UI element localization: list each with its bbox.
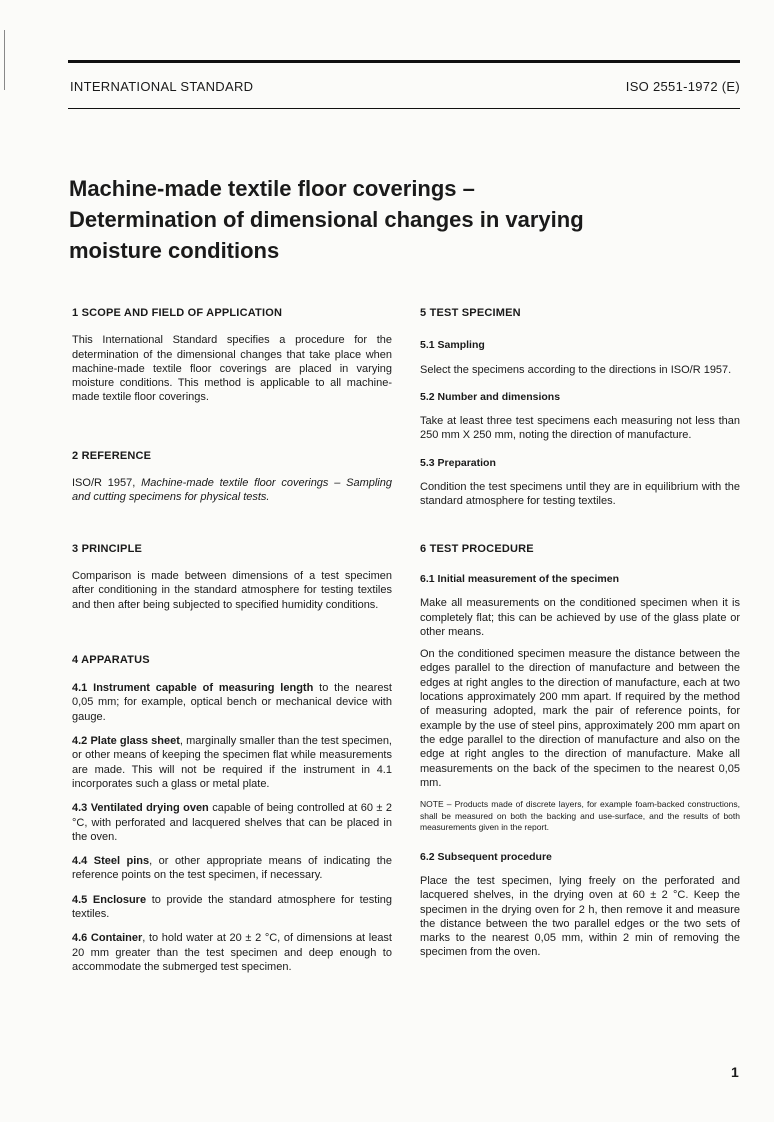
title-line-1: Machine-made textile floor coverings –	[69, 176, 475, 201]
section-4-4-term: 4.4 Steel pins	[72, 855, 150, 868]
section-1-heading: 1 SCOPE AND FIELD OF APPLICATION	[72, 307, 283, 319]
section-4-3-term: 4.3 Ventilated drying oven	[72, 802, 209, 815]
title-line-2: Determination of dimensional changes in varying	[69, 207, 584, 232]
section-3-heading: 3 PRINCIPLE	[72, 542, 143, 555]
section-5-heading: 5 TEST SPECIMEN	[420, 307, 521, 319]
section-5-3-body: Condition the test specimens until they are in equilibrium with the standard atmosphere for testing textiles.	[420, 481, 740, 508]
section-6-1-body-1: Make all measurements on the conditioned specimen when it is completely flat; this can be achieved by use of the glass plate or other means.	[420, 597, 740, 638]
section-2-body	[72, 476, 392, 505]
scan-edge-mark	[4, 30, 5, 90]
section-6-1-note: NOTE – Products made of discrete layers, for example foam-backed constructions, shall be measured on both the backing and use-surface, and the results of both measurements given in the report.	[420, 799, 740, 833]
section-5-1-heading: 5.1 Sampling	[420, 339, 485, 352]
header-rule-bottom	[68, 108, 740, 109]
left-column	[72, 306, 392, 974]
section-5-2-heading: 5.2 Number and dimensions	[420, 390, 561, 403]
right-column	[420, 306, 740, 960]
section-6-2-body: Place the test specimen, lying freely on the perforated and lacquered shelves, in the drying oven at 60 ± 2 °C. Keep the specimen in the drying oven for 2 h, then remove it and measure the distance between the two parallel edges or the two sets of marks to the nearest 0,05 mm, within 2 min of removing the specimen from the oven.	[420, 874, 740, 959]
section-6-1-heading: 6.1 Initial measurement of the specimen	[420, 572, 619, 585]
section-4-4-body: , or other appropriate means of indicating the reference points on the test specimen, if necessary.	[72, 855, 392, 882]
header-rule-top	[68, 60, 740, 63]
section-4-3	[72, 801, 392, 844]
reference-code: ISO/R 1957,	[72, 477, 136, 490]
section-6-2-heading: 6.2 Subsequent procedure	[420, 850, 552, 863]
section-3-body: Comparison is made between dimensions of a test specimen after conditioning in the standard atmosphere for testing textiles and then after being subjected to specified humidity conditions.	[72, 569, 392, 611]
section-4-6-body: , to hold water at 20 ± 2 °C, of dimensions at least 20 mm greater than the test specimen and deep enough to accommodate the submerged test specimen.	[72, 932, 392, 973]
page-number: 1	[731, 1064, 739, 1080]
section-4-5	[72, 893, 392, 922]
section-4-2	[72, 734, 392, 791]
title-line-3: moisture conditions	[69, 238, 280, 263]
header-standard-label: INTERNATIONAL STANDARD	[70, 79, 254, 94]
section-4-1-body: to the nearest 0,05 mm; for example, optical bench or mechanical device with gauge.	[72, 682, 392, 723]
header-document-number: ISO 2551-1972 (E)	[625, 79, 740, 94]
section-4-3-body: capable of being controlled at 60 ± 2 °C, with perforated and lacquered shelves that can be placed in the oven.	[72, 802, 392, 843]
reference-title: Machine-made textile floor coverings – Sampling and cutting specimens for physical tests.	[72, 477, 392, 504]
document-title	[69, 173, 669, 266]
section-6-heading: 6 TEST PROCEDURE	[420, 542, 534, 555]
section-4-5-body: to provide the standard atmosphere for testing textiles.	[72, 893, 392, 921]
section-4-1	[72, 681, 392, 724]
section-4-1-term: 4.1 Instrument capable of measuring length	[72, 682, 314, 695]
section-6-1-body-2: On the conditioned specimen measure the distance between the edges parallel to the direction of manufacture and between the edges at right angles to the direction of manufacture, each at two locations approximately 200 mm apart. If required by the method of measuring adopted, mark the pair of reference points, for example by the use of steel pins, approximately 200 mm apart on the edge parallel to the direction of manufacture and also on the edge at right angles to the direction of manufacture. Make all measurements on the back of the specimen to the nearest 0,05 mm.	[420, 648, 740, 789]
section-4-2-body: , marginally smaller than the test specimen, or other means of keeping the specimen flat while measurements are made. This will not be required if the instrument in 4.1 incorporates such a glass or metal plate.	[72, 735, 392, 790]
section-4-2-term: 4.2 Plate glass sheet	[72, 735, 180, 748]
section-2-heading: 2 REFERENCE	[72, 449, 152, 462]
section-4-4	[72, 854, 392, 883]
section-4-6	[72, 931, 392, 974]
section-4-6-term: 4.6 Container	[72, 932, 143, 945]
section-1-body: This International Standard specifies a procedure for the determination of the dimensional changes that take place when machine-made textile floor coverings are placed in varying moisture conditions. This method is applicable to all machine-made textile floor coverings.	[72, 334, 392, 404]
section-5-1-body: Select the specimens according to the directions in ISO/R 1957.	[420, 363, 732, 376]
section-4-heading: 4 APPARATUS	[72, 653, 150, 666]
section-5-3-heading: 5.3 Preparation	[420, 456, 496, 469]
section-5-2-body: Take at least three test specimens each measuring not less than 250 mm X 250 mm, noting the direction of manufacture.	[420, 415, 740, 442]
section-4-5-term: 4.5 Enclosure	[72, 893, 147, 906]
